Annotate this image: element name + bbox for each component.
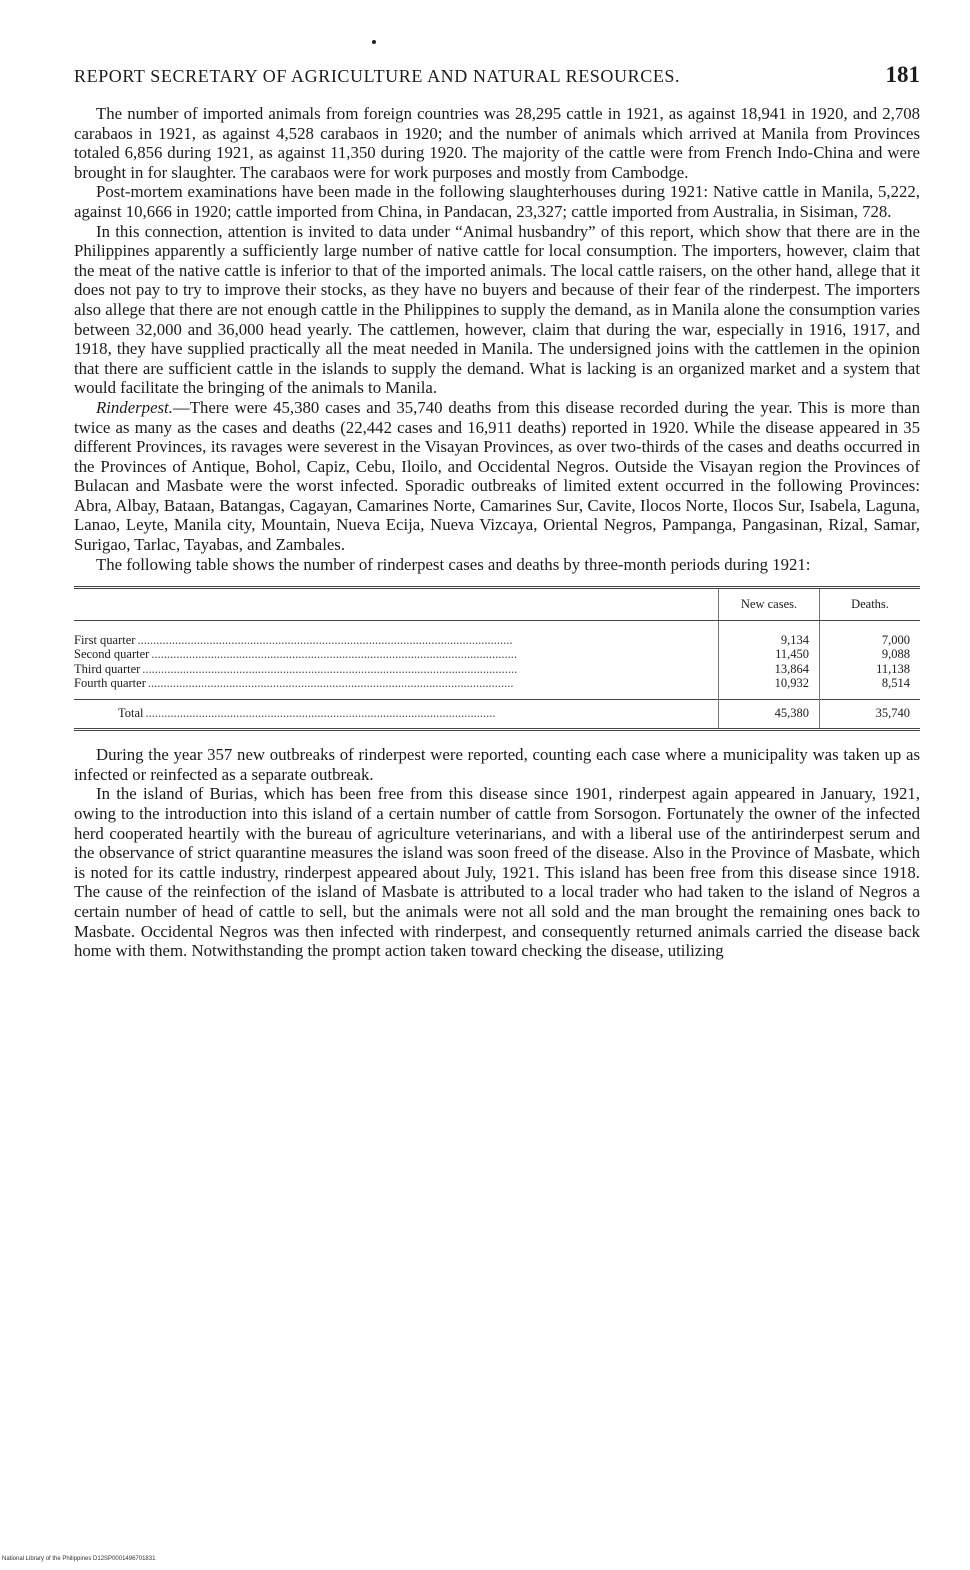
cell-new-cases: 9,134 — [719, 620, 820, 647]
section-heading-rinderpest: Rinderpest. — [96, 397, 173, 417]
table-header-row — [74, 588, 920, 621]
col-header-deaths: Deaths. — [820, 588, 921, 621]
paragraph-post-mortem: Post-mortem examinations have been made in the following slaughterhouses during 1921: Native cattle in Manila, 5,222, against 10,666 in 1920; cattle imported from China, in Pandacan, 23,327; cattle imported from Australia, in Sisiman, 728. — [74, 182, 920, 221]
cell-deaths: 11,138 — [820, 662, 921, 677]
paragraph-connection: In this connection, attention is invited to data under “Animal husbandry” of this report, which show that there are in the Philippines apparently a sufficiently large number of native cattle for local consumption. The importers, however, claim that the meat of the native cattle is inferior to that of the imported animals. The local cattle raisers, on the other hand, allege that it does not pay to try to improve their stocks, as they have no buyers and because of their fear of the rinderpest. The importers also allege that there are not enough cattle in the Philippines to supply the demand, as in Manila alone the consumption varies between 32,000 and 36,000 head yearly. The cattlemen, however, claim that during the war, especially in 1916, 1917, and 1918, they have supplied practically all the meat needed in Manila. The undersigned joins with the cattlemen in the opinion that there are sufficient cattle in the islands to supply the demand. What is lacking is an organized market and a system that would facilitate the bringing of the animals to Manila. — [74, 221, 920, 398]
table-row — [74, 647, 920, 662]
leader-dots: ........................................................................................................................ — [142, 661, 518, 676]
cell-total-cases: 45,380 — [719, 699, 820, 730]
row-label: Fourth quarter — [74, 676, 146, 691]
table-row — [74, 620, 920, 647]
paragraph-table-intro: The following table shows the number of rinderpest cases and deaths by three-month periods during 1921: — [96, 554, 811, 574]
col-header-new-cases: New cases. — [719, 588, 820, 621]
paragraph-rinderpest-text: —There were 45,380 cases and 35,740 deaths from this disease recorded during the year. This is more than twice as many as the cases and deaths (22,442 cases and 16,911 deaths) reported in 1920. While the disease appeared in 35 different Provinces, its ravages were severest in the Visayan Provinces, as over two-thirds of the cases and deaths occurred in the Provinces of Antique, Bohol, Capiz, Cebu, Iloilo, and Occidental Negros. Outside the Visayan region the Provinces of Bulacan and Masbate were the worst infected. Sporadic outbreaks of limited extent occurred in the following Provinces: Abra, Albay, Bataan, Batangas, Cagayan, Camarines Norte, Camarines Sur, Cavite, Ilocos Norte, Ilocos Sur, Isabela, Laguna, Lanao, Leyte, Manila city, Mountain, Nueva Ecija, Nueva Vizcaya, Oriental Negros, Pampanga, Pangasinan, Rizal, Samar, Surigao, Tarlac, Tayabas, and Zambales. — [74, 397, 920, 555]
cell-new-cases: 11,450 — [719, 647, 820, 662]
cell-deaths: 8,514 — [820, 676, 921, 699]
rinderpest-table — [74, 586, 920, 731]
row-label: Second quarter — [74, 647, 150, 662]
page-number: 181 — [885, 62, 920, 87]
row-label: First quarter — [74, 632, 136, 647]
table-header-blank — [74, 588, 719, 621]
cell-new-cases: 10,932 — [719, 676, 820, 699]
leader-dots: ..................................................................................................................... — [151, 647, 517, 662]
paragraph-rinderpest — [74, 398, 920, 555]
table-row — [74, 662, 920, 677]
cell-deaths: 9,088 — [820, 647, 921, 662]
page-body — [74, 104, 920, 961]
paragraph-outbreaks: During the year 357 new outbreaks of rinderpest were reported, counting each case where a municipality was taken up as infected or reinfected as a separate outbreak. — [74, 745, 920, 784]
leader-dots: ..................................................................................................................... — [147, 676, 514, 691]
library-footer: National Library of the Philippines D12SP0001496701831 — [2, 1556, 156, 1562]
table-row — [74, 676, 920, 699]
cell-new-cases: 13,864 — [719, 662, 820, 677]
cell-deaths: 7,000 — [820, 620, 921, 647]
header-title: REPORT SECRETARY OF AGRICULTURE AND NATURAL RESOURCES. — [74, 66, 681, 86]
leader-dots: ........................................................................................................................ — [137, 632, 513, 647]
table-total-row — [74, 699, 920, 730]
cell-total-deaths: 35,740 — [820, 699, 921, 730]
paragraph-imports: The number of imported animals from foreign countries was 28,295 cattle in 1921, as against 18,941 in 1920, and 2,708 carabaos in 1921, as against 4,528 carabaos in 1920; and the number of animals which arrived at Manila from Provinces totaled 6,856 during 1921, as against 11,350 during 1920. The majority of the cattle were from French Indo-China and were brought in for slaughter. The carabaos were for work purposes and mostly from Cambodge. — [74, 104, 920, 182]
ink-dot — [372, 40, 376, 44]
paragraph-burias: In the island of Burias, which has been free from this disease since 1901, rinderpest again appeared in January, 1921, owing to the introduction into this island of a certain number of cattle from Sorsogon. Fortunately the owner of the infected herd cooperated heartily with the bureau of agriculture veterinarians, and with a liberal use of the antirinderpest serum and the observance of strict quarantine measures the island was soon freed of the disease. Also in the Province of Masbate, which is noted for its cattle industry, rinderpest appeared about July, 1921. This island has been free from this disease since 1918. The cause of the reinfection of the island of Masbate is attributed to a local trader who had taken to the island of Negros a certain number of head of cattle to sell, but the animals were not all sold and the man brought the remaining ones back to Masbate. Occidental Negros was then infected with rinderpest, and consequently returned animals carried the disease back home with them. Notwithstanding the prompt action taken toward checking the disease, utilizing — [74, 784, 920, 961]
leader-dots: ................................................................................................................ — [145, 705, 496, 720]
running-header — [74, 62, 920, 88]
total-label: Total — [118, 705, 144, 720]
row-label: Third quarter — [74, 661, 141, 676]
